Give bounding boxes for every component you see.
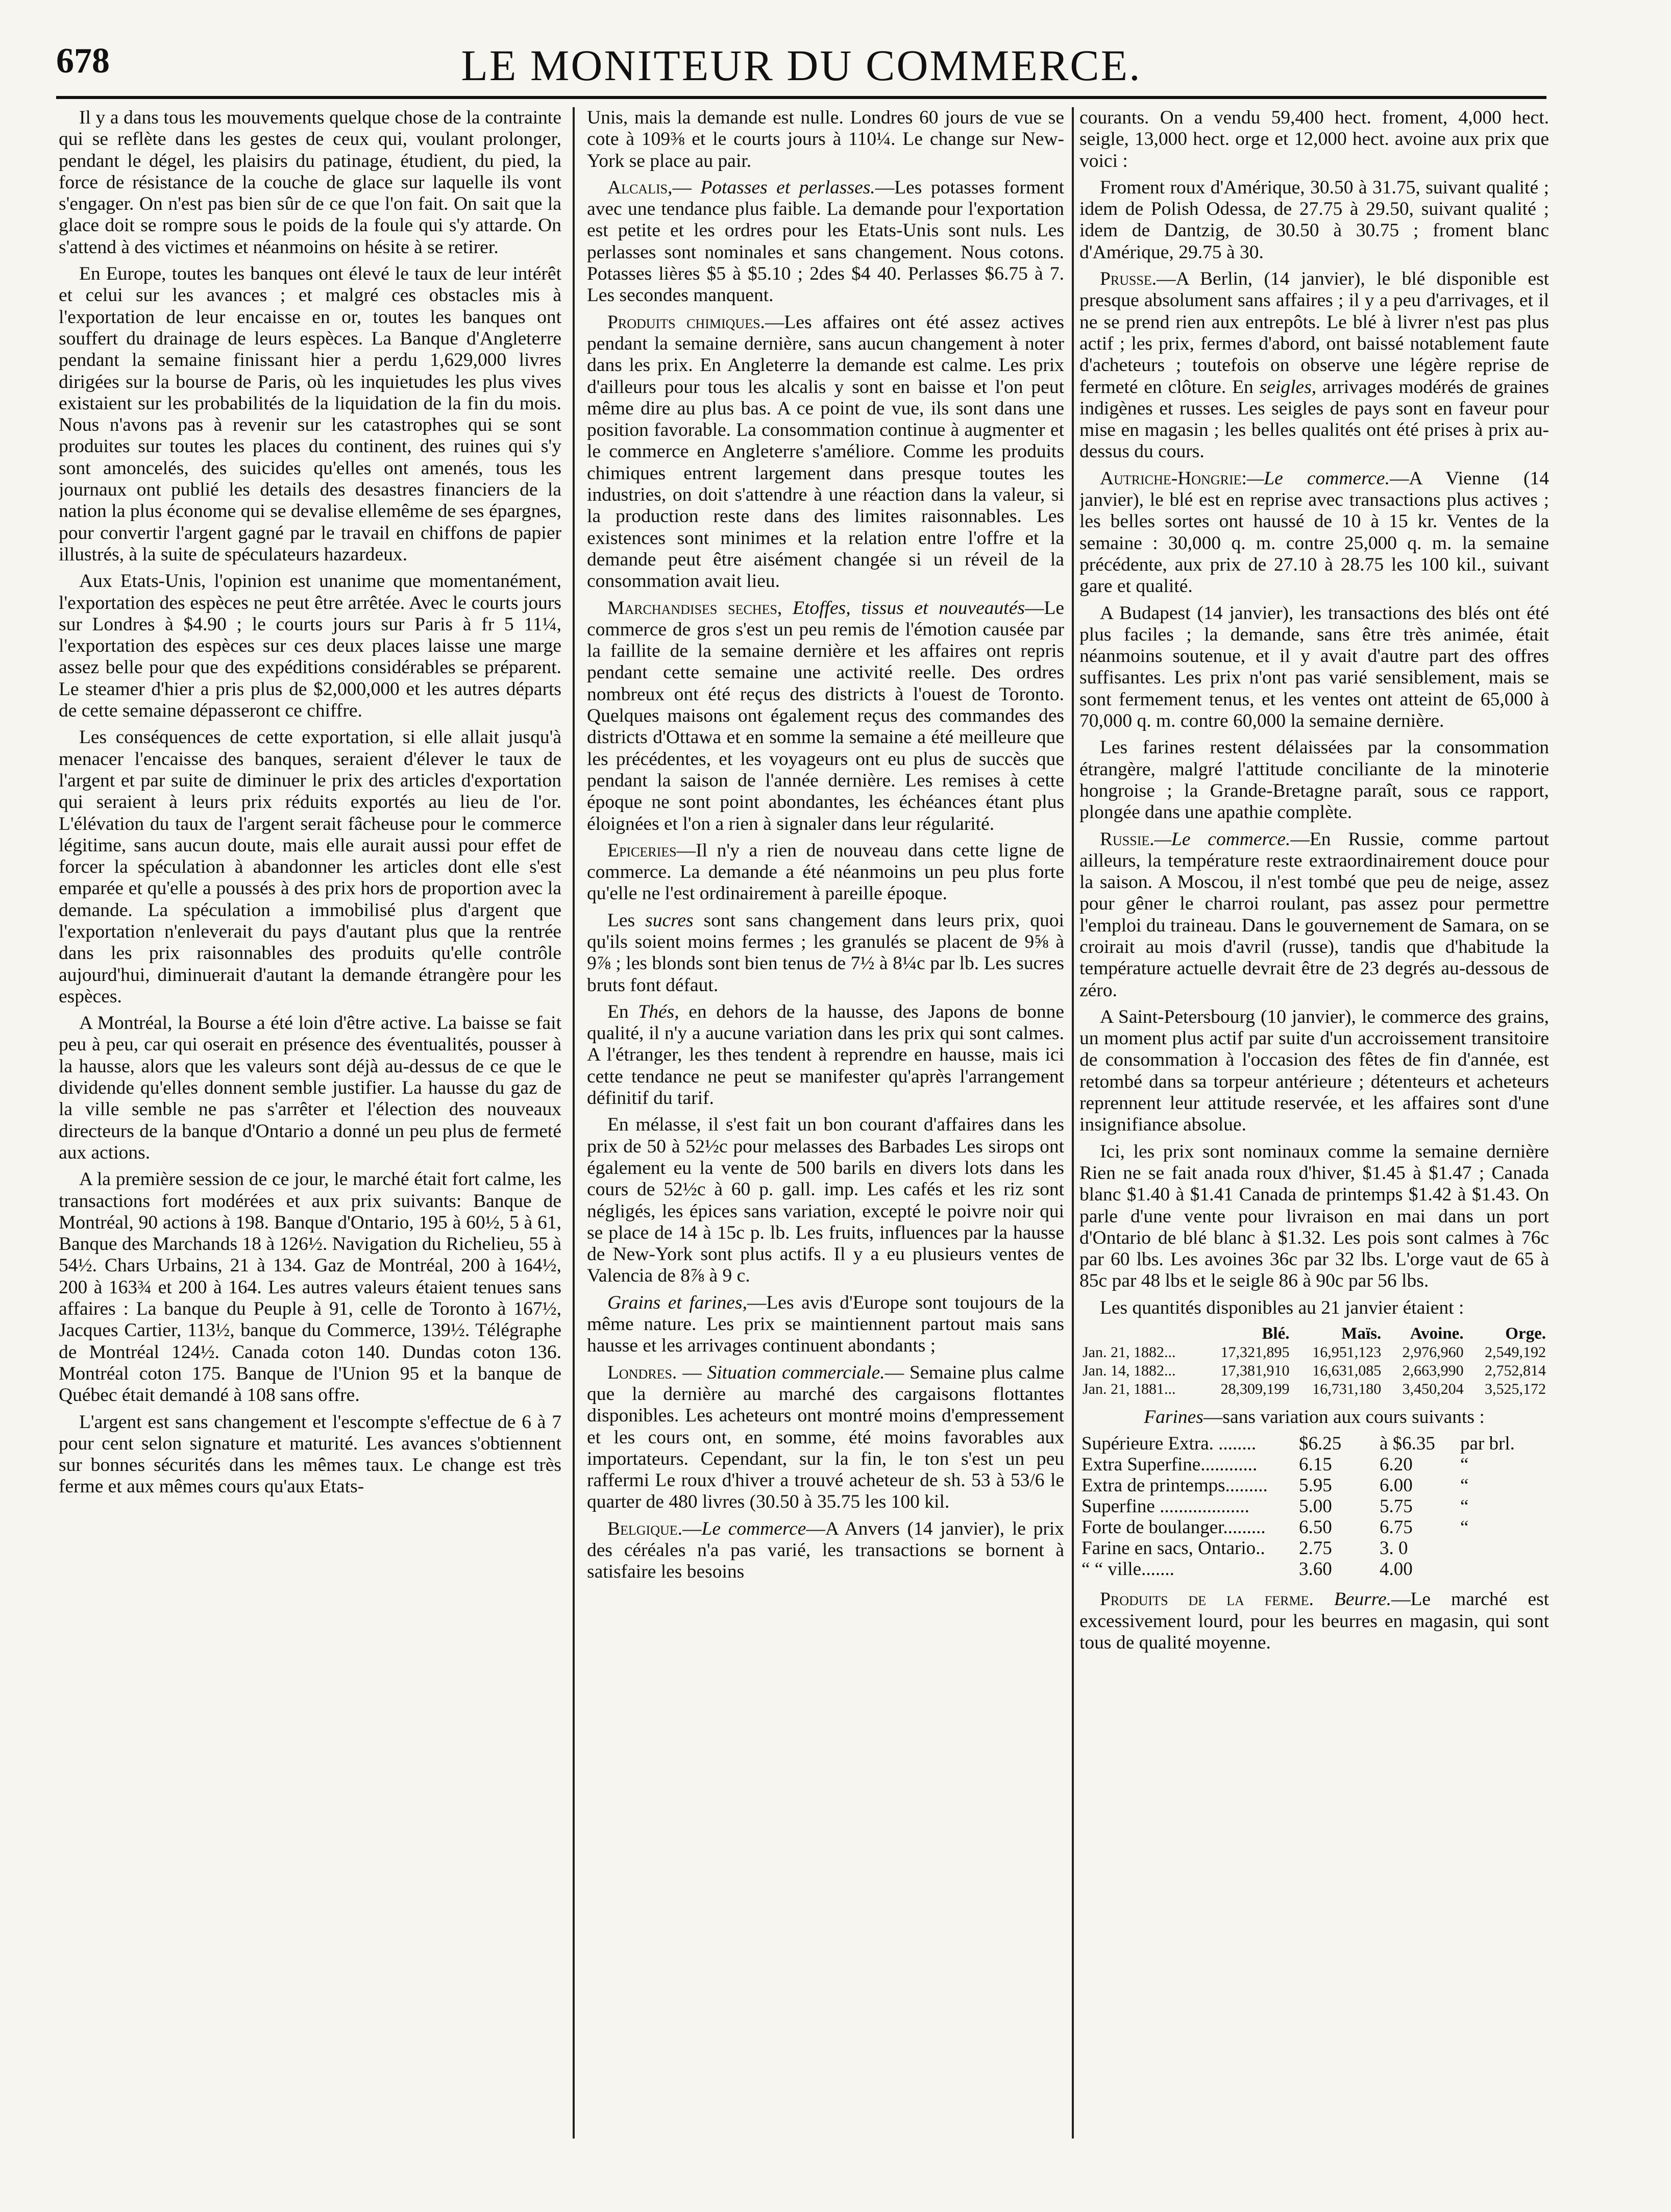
- section-grains: [587, 1292, 1064, 1357]
- table-cell: 16,731,180: [1312, 1381, 1382, 1398]
- table-cell: 16,631,085: [1312, 1362, 1382, 1380]
- paragraph: Les conséquences de cette exportation, si elle allait jusqu'à menacer l'encaisse des banques, seraient d'élever le taux de l'argent et par suite de diminuer le prix des articles d'exportation qui seraient à leurs prix réduits exportés au lieu de l'or. L'élévation du taux de l'argent serait fâcheuse pour le commerce légitime, sans aucun doute, mais elle aurait aussi pour effet de forcer la spéculation à abandonner les articles dont elle s'est emparée et qu'elle a poussés à des prix hors de proportion avec la demande. La spéculation a immobilisé plus d'argent que l'exportation n'enleverait du pays d'autant plus que la rentrée dans les prix raisonnables des produits qu'elle contrôle aujourd'hui, diminuerait d'autant la demande étrangère pour les espèces.: [59, 727, 561, 1007]
- section-subheading: Grains et farines,: [607, 1292, 747, 1313]
- section-body: arrivages modérés de graines indigènes et russes. Les seigles de pays sont en faveur pour mise en magasin ; les belles qualités ont été prises à prix au-dessus du cours.: [1079, 376, 1549, 462]
- section-body: —A Vienne (14 janvier), le blé est en reprise avec transactions plus actives ; les belles sortes ont haussé de 10 à 15 kr. Ventes de la semaine : 30,000 q. m. contre 25,000 q. m. la semaine précédente, aux prix de 27.10 à 28.75 les 100 kil., suivant gare et qualité.: [1079, 468, 1549, 597]
- column-2: [587, 107, 1064, 2139]
- text-em: Farines: [1144, 1407, 1203, 1428]
- flour-price-table: [1079, 1433, 1549, 1580]
- table-row: [1079, 1362, 1549, 1380]
- flour-price-low: 2.75: [1299, 1538, 1332, 1559]
- flour-unit: par brl.: [1460, 1433, 1515, 1455]
- table-row: [1079, 1343, 1549, 1362]
- table-row: [1079, 1538, 1549, 1559]
- flour-price-high: 6.00: [1380, 1475, 1413, 1496]
- text: sont sans changement dans leurs prix, quoi qu'ils soient moins fermes ; les granulés se placent de 9⅝ à 9⅞ ; les blonds sont bien tenus de 7½ à 8¼c par lb. Les sucres bruts font défaut.: [587, 910, 1064, 996]
- flour-name: Supérieure Extra. ........: [1082, 1433, 1257, 1455]
- paragraph: Aux Etats-Unis, l'opinion est unanime que momentanément, l'exportation des espèces ne peut être arrêtée. Avec le courts jours sur Londres à $4.90 ; le courts jours sur Paris à fr 5 11¼, l'exportation des espèces sur ces deux places laisse une marge assez belle pour que des expéditions considérables se préparent. Le steamer d'hier a pris plus de $2,000,000 et les autres départs de cette semaine dépasseront ce chiffre.: [59, 571, 561, 722]
- section-subheading: Situation commerciale.: [707, 1362, 885, 1383]
- paragraph-thes: [587, 1001, 1064, 1109]
- paragraph: Les quantités disponibles au 21 janvier étaient :: [1100, 1297, 1464, 1318]
- section-body: —En Russie, comme partout ailleurs, la température reste extraordinairement douce pour la saison. A Moscou, il n'est tombé que peu de neige, assez pour gêner le charroi roulant, pas assez pour permettre l'emploi du traineau. Dans le gouvernement de Samara, on se croirait au mois d'avril (russe), tandis que d'habitude la température actuelle devrait être de 23 degrés au-dessous de zéro.: [1079, 828, 1549, 1001]
- flour-unit: [1458, 1538, 1549, 1559]
- section-body: —Le marché est excessivement lourd, pour les beurres en magasin, qui sont tous de qualité moyenne.: [1079, 1589, 1549, 1653]
- column-divider: [573, 107, 575, 2139]
- text-em: Thés,: [638, 1001, 679, 1022]
- paragraph: Froment roux d'Amérique, 30.50 à 31.75, suivant qualité ; idem de Polish Odessa, de 27.75 à 29.50, suivant qualité ; idem de Dantzig, de 30.50 à 30.75 ; froment blanc d'Amérique, 29.75 à 30.: [1079, 177, 1549, 263]
- paragraph: A Saint-Petersbourg (10 janvier), le commerce des grains, un moment plus actif par suite d'un accroissement transitoire de consommation à l'occasion des fêtes de fin d'année, est retombé dans sa torpeur antérieure ; détenteurs et acheteurs reprennent leur attitude reservée, et les affaires sont d'une insignifiance absolue.: [1079, 1006, 1549, 1136]
- section-heading: Produits chimiques.: [607, 311, 765, 333]
- table-cell: 2,752,814: [1485, 1362, 1546, 1380]
- text: —sans variation aux cours suivants :: [1203, 1407, 1485, 1428]
- text: en dehors de la hausse, des Japons de bonne qualité, il n'y a aucune variation dans les prix qui sont calmes. A l'étranger, les thes tendent à reprendre en hausse, mais ici cette tendance ne peut se manifester qu'après l'arrangement définitif du tarif.: [587, 1001, 1064, 1109]
- section-produits-chimiques: [587, 312, 1064, 593]
- header-rule: [56, 96, 1546, 99]
- paragraph: L'argent est sans changement et l'escompte s'effectue de 6 à 7 pour cent selon signature et maturité. Les avances s'obtiennent sur bonnes sécurités dans les mêmes taux. Le change est très ferme et aux mêmes cours qu'aux Etats-: [59, 1411, 561, 1497]
- table-row: [1079, 1433, 1549, 1454]
- masthead: [56, 31, 1546, 90]
- section-heading: Prusse.: [1100, 268, 1157, 290]
- section-londres: [587, 1362, 1064, 1513]
- section-body: — Semaine plus calme que la dernière au marché des cargaisons flottantes disponibles. Les acheteurs ont montré moins d'empressement et les cours ont, en somme, été moins favorables aux importateurs. Cependant, sur la fin, le ton s'est un peu raffermi Le roux d'hiver a trouvé acheteur de sh. 53 à 53/6 le quarter de 480 livres (30.50 à 35.75 les 100 kil.: [587, 1362, 1064, 1513]
- flour-price-high: 6.75: [1380, 1517, 1413, 1538]
- section-marchandises: [587, 598, 1064, 835]
- flour-unit: “: [1460, 1496, 1469, 1517]
- table-header-row: [1079, 1324, 1549, 1343]
- section-heading: Londres. —: [607, 1362, 702, 1383]
- section-body: —Les avis d'Europe sont toujours de la même nature. Les prix se maintiennent partout mais sans hausse et les arrivages continuent abondants ;: [587, 1292, 1064, 1357]
- section-heading: Alcalis,—: [607, 177, 692, 198]
- flour-price-low: 6.50: [1299, 1517, 1332, 1538]
- section-body: —A Berlin, (14 janvier), le blé disponible est presque absolument sans affaires ; il y a peu d'arrivages, et il ne se prend rien aux entrepôts. Le blé à livrer n'est pas plus actif ; les prix, fermes d'abord, ont baissé notablement faute d'acheteurs ; toutefois on observe une légère reprise de fermeté en clôture. En: [1079, 268, 1549, 398]
- flour-price-high: 4.00: [1380, 1559, 1413, 1580]
- section-russie: [1079, 829, 1549, 1001]
- table-cell: 3,525,172: [1485, 1381, 1546, 1398]
- flour-price-low: $6.25: [1299, 1433, 1342, 1455]
- table-cell: 17,321,895: [1220, 1344, 1290, 1361]
- flour-name: “ “ ville.......: [1082, 1559, 1174, 1580]
- flour-name: Extra de printemps.........: [1082, 1475, 1268, 1496]
- section-subheading: —Le commerce.: [1246, 468, 1390, 489]
- paragraph: Unis, mais la demande est nulle. Londres 60 jours de vue se cote à 109⅜ et le courts jours à 110¼. Le change sur New-York se place au pair.: [587, 107, 1064, 171]
- table-row: [1079, 1380, 1549, 1398]
- section-heading: Epiceries: [607, 840, 677, 861]
- section-body: —A Anvers (14 janvier), le prix des céréales n'a pas varié, les transactions se bornent à satisfaire les besoins: [587, 1518, 1064, 1583]
- table-row: [1079, 1496, 1549, 1517]
- paragraph: courants. On a vendu 59,400 hect. froment, 4,000 hect. seigle, 13,000 hect. orge et 12,000 hect. avoine aux prix que voici :: [1079, 107, 1549, 171]
- flour-price-high: 6.20: [1380, 1454, 1413, 1476]
- table-cell: 2,663,990: [1402, 1362, 1464, 1380]
- section-subheading: Potasses et perlasses.: [700, 177, 875, 198]
- flour-price-high: 5.75: [1380, 1496, 1413, 1517]
- section-prusse: [1079, 268, 1549, 463]
- flour-price-low: 3.60: [1299, 1559, 1332, 1580]
- paragraph-sucres: [587, 910, 1064, 996]
- section-subheading: Le commerce: [701, 1518, 806, 1539]
- journal-title: LE MONITEUR DU COMMERCE.: [461, 41, 1142, 90]
- text: En: [607, 1001, 629, 1022]
- paragraph: Les farines restent délaissées par la consommation étrangère, malgré l'attitude conciliante de la minoterie hongroise ; la Grande-Bretagne paraît, sous ce rapport, plongée dans une apathie complète.: [1079, 737, 1549, 823]
- section-heading: Russie.: [1100, 828, 1154, 850]
- section-body: —Les potasses forment avec une tendance plus faible. La demande pour l'exportation est petite et les ordres pour les Etats-Unis sont nuls. Les perlasses sont nominales et sans changement. Nous cotons. Potasses lières $5 à $5.10 ; 2des $4 40. Perlasses $6.75 à 7. Les secondes manquent.: [587, 177, 1064, 306]
- paragraph: En Europe, toutes les banques ont élevé le taux de leur intérêt et celui sur les avances ; et malgré ces obstacles mis à l'exportation de leur encaisse en or, toutes les banques ont souffert du drainage de leurs espèces. La Banque d'Angleterre pendant la semaine finissant hier a perdu 1,629,000 livres dirigées sur la bourse de Paris, où les inquietudes les plus vives existaient sur les probabilités de la liquidation de la fin du mois. Nous n'avons pas à revenir sur les catastrophes qui se sont produites sur toutes les places du continent, des ruines qui s'y sont amoncelés, des suicides qu'elles ont amenés, tous les journaux ont publié les details des desastres financiers de la nation la plus économe qui se devalise ellemême de ses épargnes, pour convertir l'argent gagné par le travail en chiffons de papier illustrés, à la suite de spéculateurs hazardeux.: [59, 263, 561, 565]
- column-1: [59, 107, 561, 2139]
- flour-name: Forte de boulanger.........: [1082, 1517, 1266, 1538]
- section-heading: Belgique.—: [607, 1518, 702, 1539]
- paragraph: Ici, les prix sont nominaux comme la semaine dernière Rien ne se fait anada roux d'hiver, $1.45 à $1.47 ; Canada blanc $1.40 à $1.41 Canada de printemps $1.42 à $1.43. On parle d'une vente pour livraison en mai dans un port d'Ontario de blé blanc à $1.32. Les pois sont calmes à 76c par 60 lbs. Les avoines 36c par 32 lbs. L'orge vaut de 65 à 85c par 48 lbs et le seigle 86 à 90c par 56 lbs.: [1079, 1141, 1549, 1292]
- section-subheading: Etoffes, tissus et nouveautés: [793, 597, 1025, 619]
- section-produits-ferme: [1079, 1589, 1549, 1654]
- section-heading: Produits de la ferme.: [1100, 1589, 1314, 1610]
- flour-name: Extra Superfine............: [1082, 1454, 1258, 1476]
- flour-unit: “: [1460, 1454, 1469, 1476]
- column-header: [1079, 1324, 1201, 1343]
- paragraph: A la première session de ce jour, le marché était fort calme, les transactions fort modérées et aux prix suivants: Banque de Montréal, 90 actions à 198. Banque d'Ontario, 195 à 60½, 5 à 61, Banque des Marchands 18 à 126½. Navigation du Richelieu, 55 à 54½. Chars Urbains, 21 à 134. Gaz de Montréal, 200 à 164½, 200 à 163¾ et 200 à 164. Les autres valeurs étaient tenues sans affaires : La banque du Peuple à 91, celle de Toronto à 167½, Jacques Cartier, 113½, banque du Commerce, 139½. Télégraphe de Montréal 124½. Canada coton 140. Dundas coton 136. Montréal coton 175. Banque de l'Union 95 et la banque de Québec était demandé à 108 sans offre.: [59, 1169, 561, 1406]
- text-em: sucres: [645, 910, 694, 931]
- table-cell: Jan. 14, 1882...: [1083, 1362, 1176, 1380]
- paragraph: Il y a dans tous les mouvements quelque chose de la contrainte qui se reflète dans les gestes de ceux qui, voulant prolonger, pendant le dégel, les plaisirs du patinage, étudient, du pied, la force de résistance de la couche de glace sur laquelle ils vont s'engager. On n'est pas bien sûr de ce que l'on fait. On sait que la glace doit se rompre sous le poids de la foule qui s'y attarde. On s'attend à des victimes et néanmoins on hésite à se retirer.: [59, 107, 561, 258]
- table-row: [1079, 1454, 1549, 1475]
- text: Les: [607, 910, 635, 931]
- paragraph: A Budapest (14 janvier), les transactions des blés ont été plus faciles ; la demande, sans être très animée, était néanmoins soutenue, et il y avait d'autre part des offres suffisantes. Les prix n'ont pas varié sensiblement, mais se sont fermement tenus, et les ventes ont atteint de 65,000 à 70,000 q. m. contre 60,000 la semaine dernière.: [1079, 602, 1549, 732]
- table-cell: 3,450,204: [1402, 1381, 1464, 1398]
- table-cell: 17,381,910: [1220, 1362, 1290, 1380]
- section-subheading: Beurre.: [1334, 1589, 1391, 1610]
- section-belgique: [587, 1518, 1064, 1583]
- section-alcalis: [587, 177, 1064, 307]
- page-number: 678: [56, 41, 110, 81]
- table-row: [1079, 1517, 1549, 1538]
- flour-unit: “: [1460, 1517, 1469, 1538]
- flour-name: Superfine ...................: [1082, 1496, 1249, 1517]
- section-subheading: —Le commerce.: [1154, 828, 1291, 850]
- column-header: Avoine.: [1410, 1324, 1464, 1343]
- text-em: seigles,: [1259, 376, 1317, 398]
- table-cell: 16,951,123: [1312, 1344, 1382, 1361]
- section-heading: Marchandises seches,: [607, 597, 782, 619]
- section-body: —Les affaires ont été assez actives pendant la semaine dernière, sans aucun changement à noter dans les prix. En Angleterre la demande est calme. Les prix d'ailleurs pour tous les alcalis y sont en baisse et l'on peut même dire au plus bas. A ce point de vue, ils sont dans une position favorable. La consommation continue à augmenter et le commerce en Angleterre s'améliore. Comme les produits chimiques entrent largement dans presque toutes les industries, on doit s'attendre à une réaction dans la valeur, si la production reste dans des limites raisonnables. Les existences sont minimes et la relation entre l'offre et la demande peut être aisément changée si un réveil de la consommation avait lieu.: [587, 311, 1064, 592]
- column-3: [1079, 107, 1549, 2139]
- table-row: [1079, 1559, 1549, 1580]
- flour-price-low: 6.15: [1299, 1454, 1332, 1476]
- column-header: Maïs.: [1341, 1324, 1382, 1343]
- paragraph-melasse: En mélasse, il s'est fait un bon courant d'affaires dans les prix de 50 à 52½c pour melasses des Barbades Les sirops ont également eu la vente de 500 barils en divers lots dans les cours de 52½c à 60 p. gall. imp. Les cafés et les riz sont négligés, les épices sans variation, excepté le poivre noir qui se place de 14 à 15c p. lb. Les fruits, influences par la hausse de New-York sont plus actifs. Il y a eu plusieurs ventes de Valencia de 8⅞ à 9 c.: [587, 1114, 1064, 1287]
- flour-price-low: 5.00: [1299, 1496, 1332, 1517]
- table-cell: 28,309,199: [1220, 1381, 1290, 1398]
- table-row: [1079, 1475, 1549, 1496]
- paragraph: A Montréal, la Bourse a été loin d'être active. La baisse se fait peu à peu, car qui oserait en présence des éventualités, pousser à la hausse, alors que les valeurs sont déjà au-dessus de ce que le dividende qu'elles donnent semble justifier. La hausse du gaz de la ville semble ne pas s'arrêter et l'élection des nouveaux directeurs de la banque d'Ontario a donné un peu plus de fermeté aux actions.: [59, 1013, 561, 1163]
- flour-name: Farine en sacs, Ontario..: [1082, 1538, 1265, 1559]
- table-cell: 2,976,960: [1402, 1344, 1464, 1361]
- table-cell: Jan. 21, 1881...: [1083, 1381, 1176, 1398]
- table-cell: Jan. 21, 1882...: [1083, 1344, 1176, 1361]
- flour-unit: “: [1460, 1475, 1469, 1496]
- flour-price-high: 3. 0: [1380, 1538, 1408, 1559]
- column-header: Orge.: [1505, 1324, 1546, 1343]
- farines-heading: [1079, 1407, 1549, 1428]
- flour-price-low: 5.95: [1299, 1475, 1332, 1496]
- column-header: Blé.: [1262, 1324, 1290, 1343]
- section-epiceries: [587, 840, 1064, 905]
- table-cell: 2,549,192: [1485, 1344, 1546, 1361]
- section-body: —Il n'y a rien de nouveau dans cette ligne de commerce. La demande a été néanmoins un peu plus forte qu'elle ne l'est ordinairement à pareille époque.: [587, 840, 1064, 904]
- flour-unit: [1458, 1559, 1549, 1580]
- quantities-table: [1079, 1324, 1549, 1398]
- flour-price-high: à $6.35: [1380, 1433, 1435, 1455]
- section-body: —Le commerce de gros s'est un peu remis de l'émotion causée par la faillite de la semaine dernière et les affaires ont repris pendant cette semaine une activité reelle. Des ordres nombreux ont été reçus des districts à l'ouest de Toronto. Quelques maisons ont également reçus des commandes des districts d'Ottawa et en somme la semaine a été meilleure que les précédentes, et les voyageurs ont eu plus de succès que pendant la saison de l'année dernière. Les remises à cette époque ne sont point abondantes, les échéances étant plus éloignées et l'on a rien à signaler dans leur régularité.: [587, 597, 1064, 834]
- column-divider: [1072, 107, 1074, 2139]
- section-autriche: [1079, 468, 1549, 598]
- section-heading: Autriche-Hongrie:: [1100, 468, 1247, 489]
